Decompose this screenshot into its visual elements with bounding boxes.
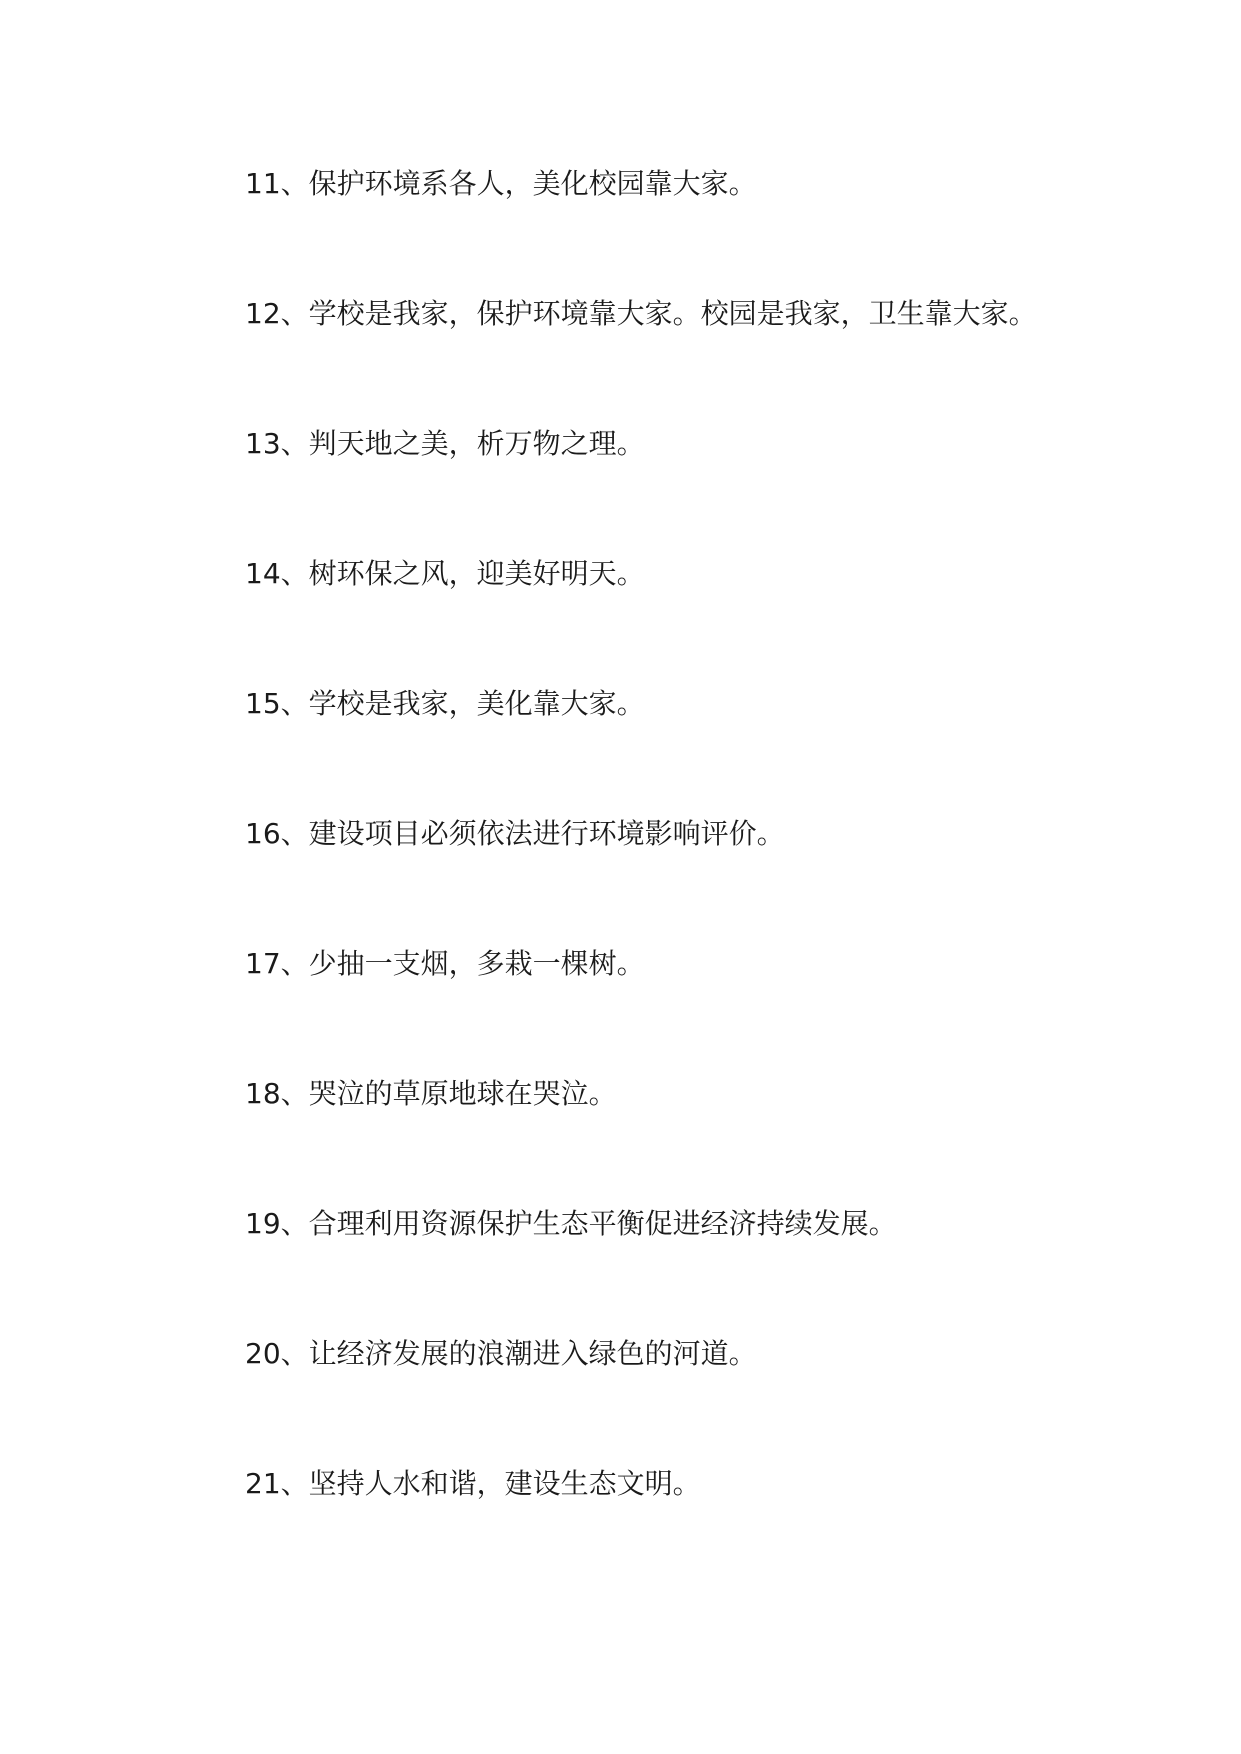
list-item: 14、树环保之风，迎美好明天。	[245, 557, 645, 590]
list-item: 12、学校是我家，保护环境靠大家。校园是我家，卫生靠大家。	[245, 297, 1037, 330]
list-item: 20、让经济发展的浪潮进入绿色的河道。	[245, 1337, 757, 1370]
list-item: 19、合理利用资源保护生态平衡促进经济持续发展。	[245, 1207, 897, 1240]
list-item: 15、学校是我家，美化靠大家。	[245, 687, 645, 720]
list-item: 18、哭泣的草原地球在哭泣。	[245, 1077, 617, 1110]
list-item: 13、判天地之美，析万物之理。	[245, 427, 645, 460]
list-item: 11、保护环境系各人，美化校园靠大家。	[245, 167, 757, 200]
slogan-list	[245, 160, 1037, 1590]
list-item: 21、坚持人水和谐，建设生态文明。	[245, 1467, 701, 1500]
list-item: 16、建设项目必须依法进行环境影响评价。	[245, 817, 785, 850]
list-item: 17、少抽一支烟，多栽一棵树。	[245, 947, 645, 980]
